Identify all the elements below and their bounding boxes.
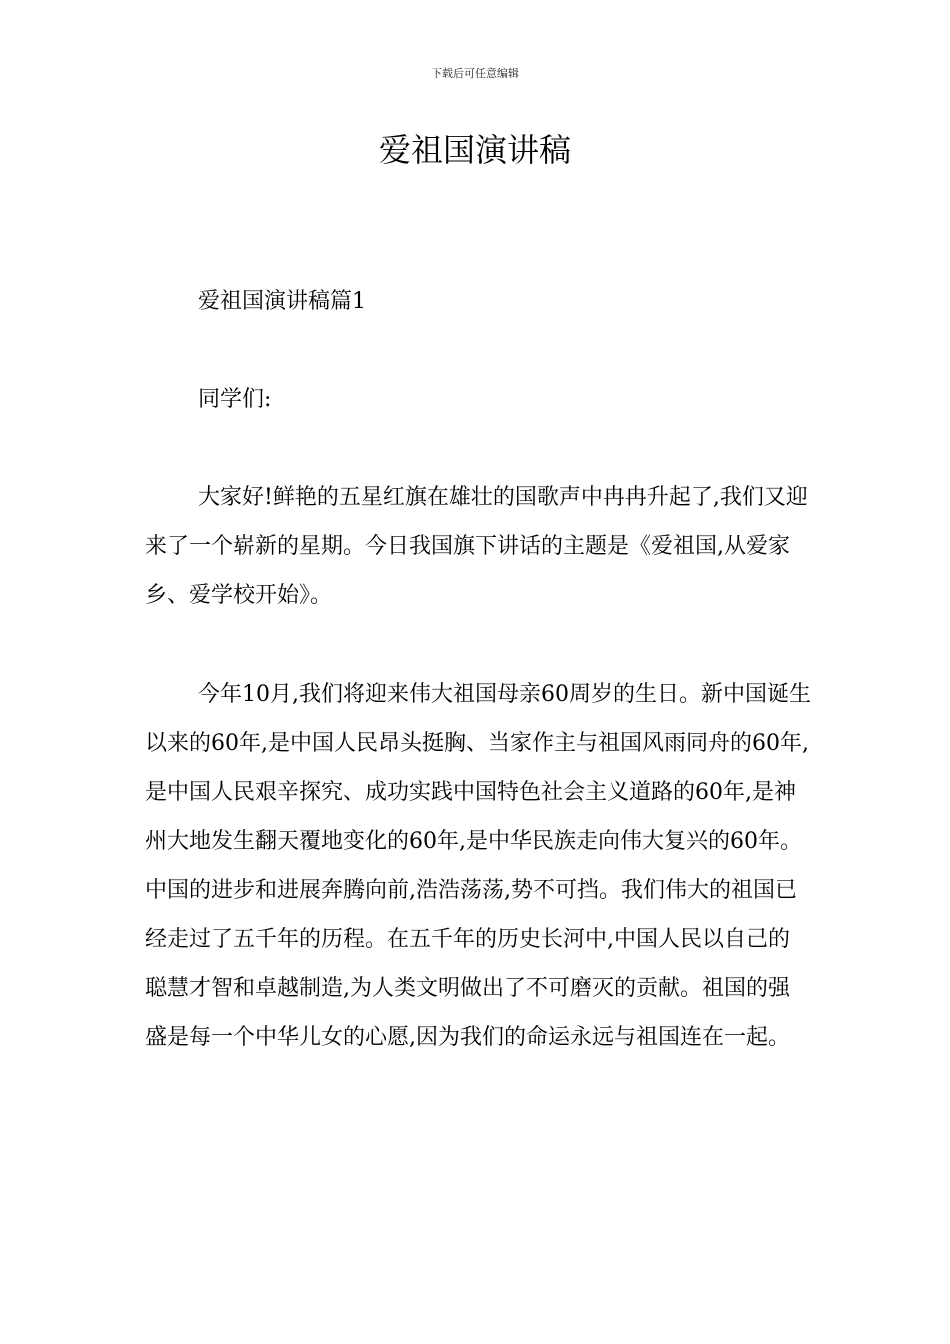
header-note: 下载后可任意编辑 bbox=[431, 67, 519, 80]
greeting: 同学们: bbox=[198, 387, 272, 412]
document-title: 爱祖国演讲稿 bbox=[378, 131, 571, 169]
paragraph-2: 今年10月,我们将迎来伟大祖国母亲60周岁的生日。新中国诞生以来的60年,是中国人民昂头挺胸、当家作主与祖国风雨同舟的60年,是中国人民艰辛探究、成功实践中国特色社会主义道路的60年,是神州大地发生翻天覆地变化的60年,是中华民族走向伟大复兴的60年。中国的进步和进展奔腾向前,浩浩荡荡,势不可挡。我们伟大的祖国已经走过了五千年的历程。在五千年的历史长河中,中国人民以自己的聪慧才智和卓越制造,为人类文明做出了不可磨灭的贡献。祖国的强盛是每一个中华儿女的心愿,因为我们的命运永远与祖国连在一起。 bbox=[145, 682, 811, 1050]
paragraph-1: 大家好!鲜艳的五星红旗在雄壮的国歌声中冉冉升起了,我们又迎来了一个崭新的星期。今日我国旗下讲话的主题是《爱祖国,从爱家乡、爱学校开始》。 bbox=[145, 485, 808, 608]
section-heading: 爱祖国演讲稿篇1 bbox=[198, 289, 366, 314]
